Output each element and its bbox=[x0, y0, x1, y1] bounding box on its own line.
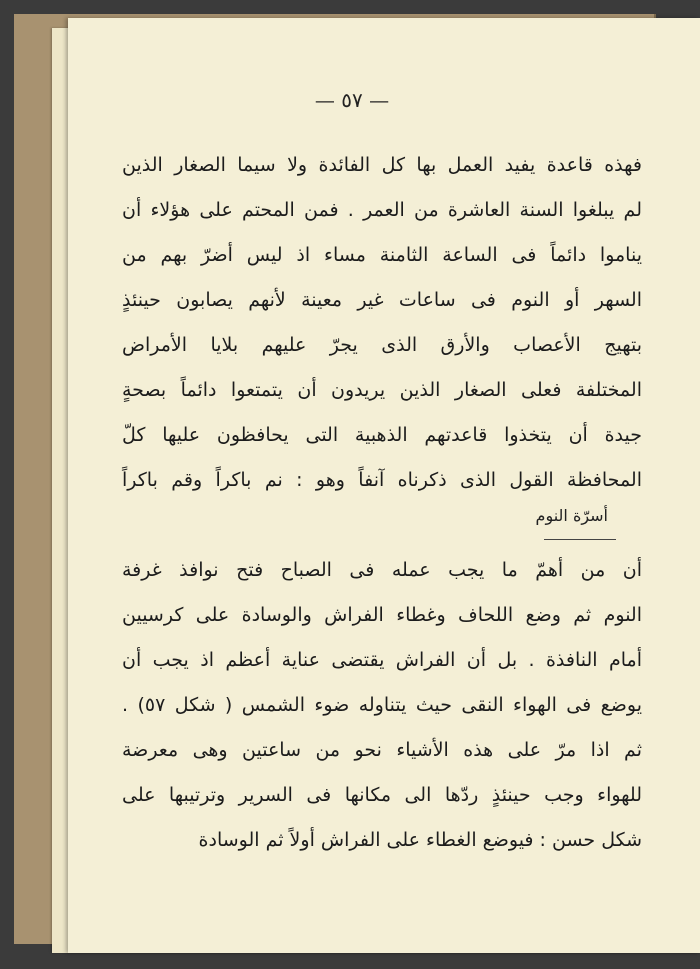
text-line: يناموا دائماً فى الساعة الثامنة مساء اذ ليس أضرّ بهم من bbox=[122, 244, 642, 266]
text-line: المحافظة القول الذى ذكرناه آنفاً وهو : نم باكراً وقم باكراً bbox=[122, 469, 642, 491]
text-line: بتهيج الأعصاب والأرق الذى يجرّ عليهم بلايا الأمراض bbox=[122, 334, 642, 356]
text-line: شكل حسن : فيوضع الغطاء على الفراش أولاً ثم الوسادة bbox=[198, 829, 642, 851]
section-heading: أسرّة النوم bbox=[535, 506, 608, 525]
text-line: جيدة أن يتخذوا قاعدتهم الذهبية التى يحافظون عليها كلّ bbox=[122, 424, 642, 446]
text-line: السهر أو النوم فى ساعات غير معينة لأنهم يصابون حينئذٍ bbox=[122, 289, 642, 311]
text-line: ثم اذا مرّ على هذه الأشياء نحو من ساعتين وهى معرضة bbox=[122, 739, 642, 761]
text-line: فهذه قاعدة يفيد العمل بها كل الفائدة ولا سيما الصغار الذين bbox=[122, 154, 642, 176]
page-number: — ٥٧ — bbox=[314, 88, 390, 112]
text-line: النوم ثم وضع اللحاف وغطاء الفراش والوسادة على كرسيين bbox=[122, 604, 642, 626]
text-line: يوضع فى الهواء النقى حيث يتناوله ضوء الشمس ( شكل ٥٧) . bbox=[122, 694, 642, 716]
text-line: المختلفة فعلى الصغار الذين يريدون أن يتمتعوا دائماً بصحةٍ bbox=[122, 379, 642, 401]
paragraph-1 bbox=[122, 143, 642, 503]
paragraph-2 bbox=[122, 548, 642, 863]
text-line: أمام النافذة . بل أن الفراش يقتضى عناية أعظم اذ يجب أن bbox=[122, 649, 642, 671]
book-page bbox=[68, 18, 700, 953]
text-line: لم يبلغوا السنة العاشرة من العمر . فمن المحتم على هؤلاء أن bbox=[122, 199, 642, 221]
text-line: للهواء وجب حينئذٍ ردّها الى مكانها فى السرير وترتيبها على bbox=[122, 784, 642, 806]
text-line: أن من أهمّ ما يجب عمله فى الصباح فتح نوافذ غرفة bbox=[122, 559, 642, 581]
heading-underline bbox=[544, 539, 616, 540]
